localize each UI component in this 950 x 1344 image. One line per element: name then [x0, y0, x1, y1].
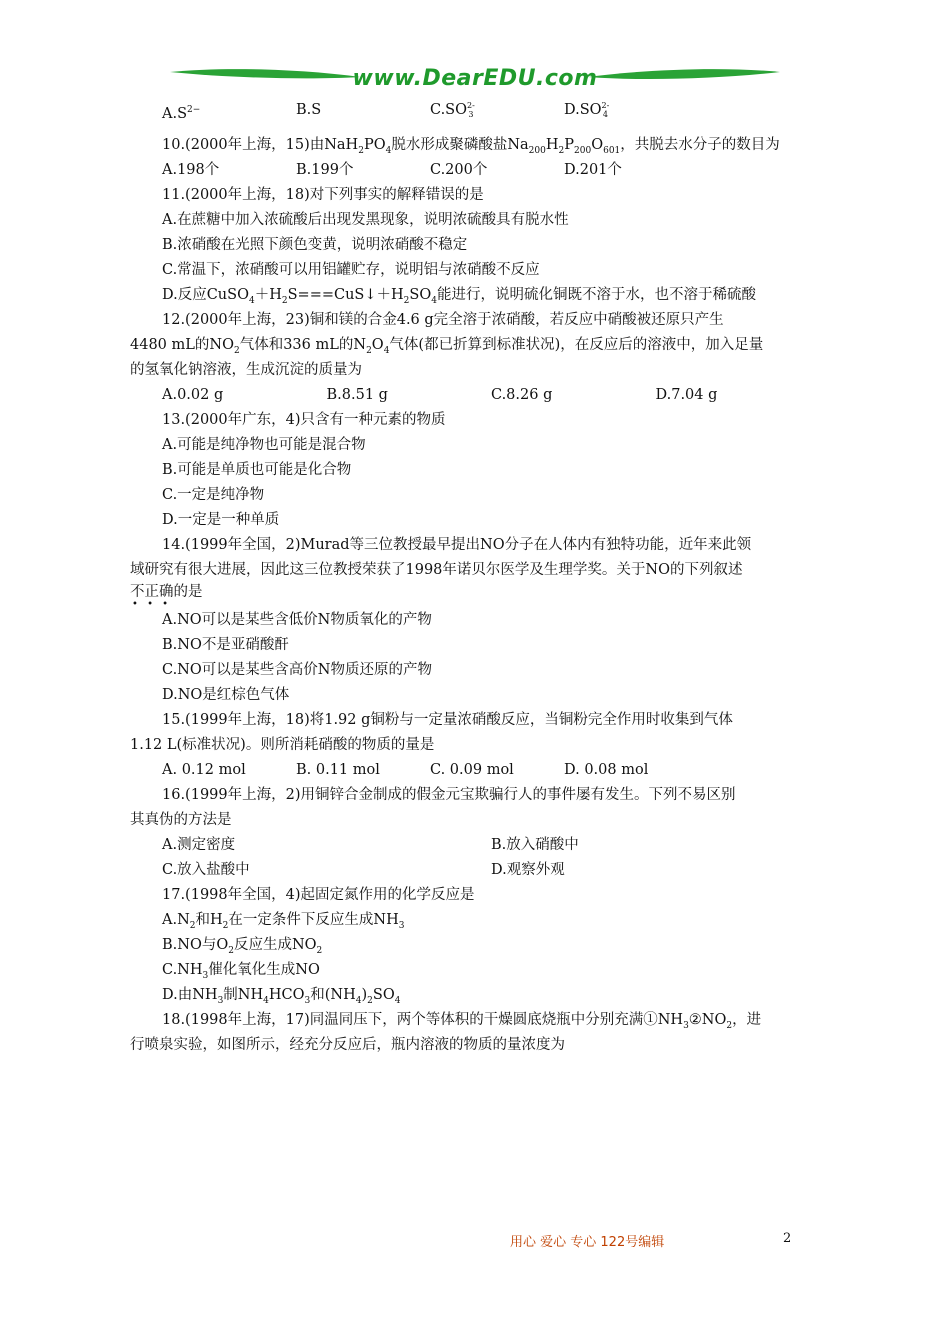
q13-option-a: A.可能是纯净物也可能是混合物 — [162, 437, 366, 453]
q13-option-c: C.一定是纯净物 — [162, 487, 265, 503]
q15-stem-line2: 1.12 L(标准状况)。则所消耗硝酸的物质的量是 — [130, 737, 435, 753]
q12-stem-line3: 的氢氧化钠溶液，生成沉淀的质量为 — [130, 362, 362, 378]
q10-option-c: C.200个 — [430, 162, 488, 178]
q12-stem-line2: 4480 mL的$NO_2$气体和336 mL的$N_2O_4$气体(都已折算到标准状况)，在反应后的溶液中，加入足量 — [130, 337, 764, 356]
q9-option-c: C.SO2- 3 — [430, 101, 475, 119]
q14-stem-line3: 不正确的是 — [130, 584, 203, 600]
q9-options — [130, 98, 820, 123]
q11-option-b: B.浓硝酸在光照下颜色变黄，说明浓硝酸不稳定 — [162, 237, 468, 253]
q16-stem-line1: 16.(1999年上海，2)用铜锌合金制成的假金元宝欺骗行人的事件屡有发生。下列不易区别 — [162, 787, 736, 803]
q17-option-c: $C.NH_3$催化氧化生成NO — [162, 962, 320, 981]
q18-stem-line1: 18.(1998年上海，17)同温同压下，两个等体积的干燥圆底烧瓶中分别充满$①NH_3②NO_2$，进 — [162, 1012, 762, 1031]
q9-option-b: B.S — [296, 102, 322, 118]
q14-option-d: D.NO是红棕色气体 — [162, 687, 290, 703]
q12-option-a: A.0.02 g — [162, 387, 224, 403]
q13-stem: 13.(2000年广东，4)只含有一种元素的物质 — [162, 412, 446, 428]
q11-option-a: A.在蔗糖中加入浓硫酸后出现发黑现象，说明浓硫酸具有脱水性 — [162, 212, 569, 228]
q10-option-d: D.201个 — [564, 162, 622, 178]
footer-credit: 用心 爱心 专心 122号编辑 — [510, 1235, 665, 1250]
q15-options — [130, 758, 820, 783]
q11-stem: 11.(2000年上海，18)对下列事实的解释错误的是 — [162, 187, 484, 203]
q16-stem-line2: 其真伪的方法是 — [130, 812, 232, 828]
q13-option-d: D.一定是一种单质 — [162, 512, 280, 528]
q14-stem-line1: 14.(1999年全国，2)Murad等三位教授最早提出NO分子在人体内有独特功能，近年来此领 — [162, 537, 752, 553]
q18-stem-line2: 行喷泉实验，如图所示，经充分反应后，瓶内溶液的物质的量浓度为 — [130, 1037, 565, 1053]
q12-option-c: C.8.26 g — [491, 387, 553, 403]
q14-stem-line2: 域研究有很大进展，因此这三位教授荣获了1998年诺贝尔医学及生理学奖。关于NO的下列叙述 — [130, 562, 743, 578]
q9-option-d: D.SO2- 4 — [564, 101, 610, 119]
q15-option-a: A. 0.12 mol — [162, 762, 246, 778]
q14-option-c: C.NO可以是某些含高价N物质还原的产物 — [162, 662, 432, 678]
q10-stem: 10.(2000年上海，15)由$NaH_2PO_4$脱水形成聚磷酸盐$Na_{200}H_2P_{200}O_{601}$，共脱去水分子的数目为 — [162, 137, 780, 156]
q11-option-c: C.常温下，浓硝酸可以用铝罐贮存，说明铝与浓硝酸不反应 — [162, 262, 540, 278]
q11-option-d: D.反应$CuSO_4+H_2S===CuS↓+H_2SO_4$能进行，说明硫化铜既不溶于水，也不溶于稀硫酸 — [162, 287, 756, 306]
q16-option-b: B.放入硝酸中 — [491, 837, 579, 853]
q17-stem: 17.(1998年全国，4)起固定氮作用的化学反应是 — [162, 887, 475, 903]
q16-option-d: D.观察外观 — [491, 862, 565, 878]
q10-option-b: B.199个 — [296, 162, 354, 178]
q14-option-a: A.NO可以是某些含低价N物质氧化的产物 — [162, 612, 432, 628]
q12-option-b: B.8.51 g — [326, 387, 388, 403]
q12-options — [130, 383, 820, 408]
q12-stem-line1: 12.(2000年上海，23)铜和镁的合金4.6 g完全溶于浓硝酸，若反应中硝酸被还原只产生 — [162, 312, 724, 328]
q17-option-b: B.NO与$O_2$反应生成$NO_2$ — [162, 937, 323, 956]
q16-option-c: C.放入盐酸中 — [162, 862, 250, 878]
q14-option-b: B.NO不是亚硝酸酐 — [162, 637, 289, 653]
site-header-banner — [170, 62, 780, 98]
q17-option-d: D.由$NH_3$制$NH_4HCO_3$和$(NH_4)_2SO_4$ — [162, 987, 401, 1006]
q10-options — [130, 158, 820, 183]
q15-option-c: C. 0.09 mol — [430, 762, 514, 778]
document-body — [130, 98, 820, 1058]
q17-option-a: $A.N_2$和$H_2$在一定条件下反应生成$NH_3$ — [162, 912, 405, 931]
q16-options-row2 — [130, 858, 820, 883]
q16-option-a: A.测定密度 — [162, 837, 236, 853]
q10-option-a: A.198个 — [162, 162, 220, 178]
page-number: 2 — [783, 1231, 792, 1246]
q13-option-b: B.可能是单质也可能是化合物 — [162, 462, 352, 478]
q12-option-d: D.7.04 g — [655, 387, 718, 403]
q9-option-a: $A.S^{2-}$ — [162, 105, 201, 122]
q15-stem-line1: 15.(1999年上海，18)将1.92 g铜粉与一定量浓硝酸反应，当铜粉完全作用时收集到气体 — [162, 712, 733, 728]
q15-option-d: D. 0.08 mol — [564, 762, 649, 778]
q15-option-b: B. 0.11 mol — [296, 762, 380, 778]
q14-emphasis-dots: • • • — [132, 599, 172, 610]
q16-options-row1 — [130, 833, 820, 858]
site-url: www.DearEDU.com — [352, 66, 598, 91]
